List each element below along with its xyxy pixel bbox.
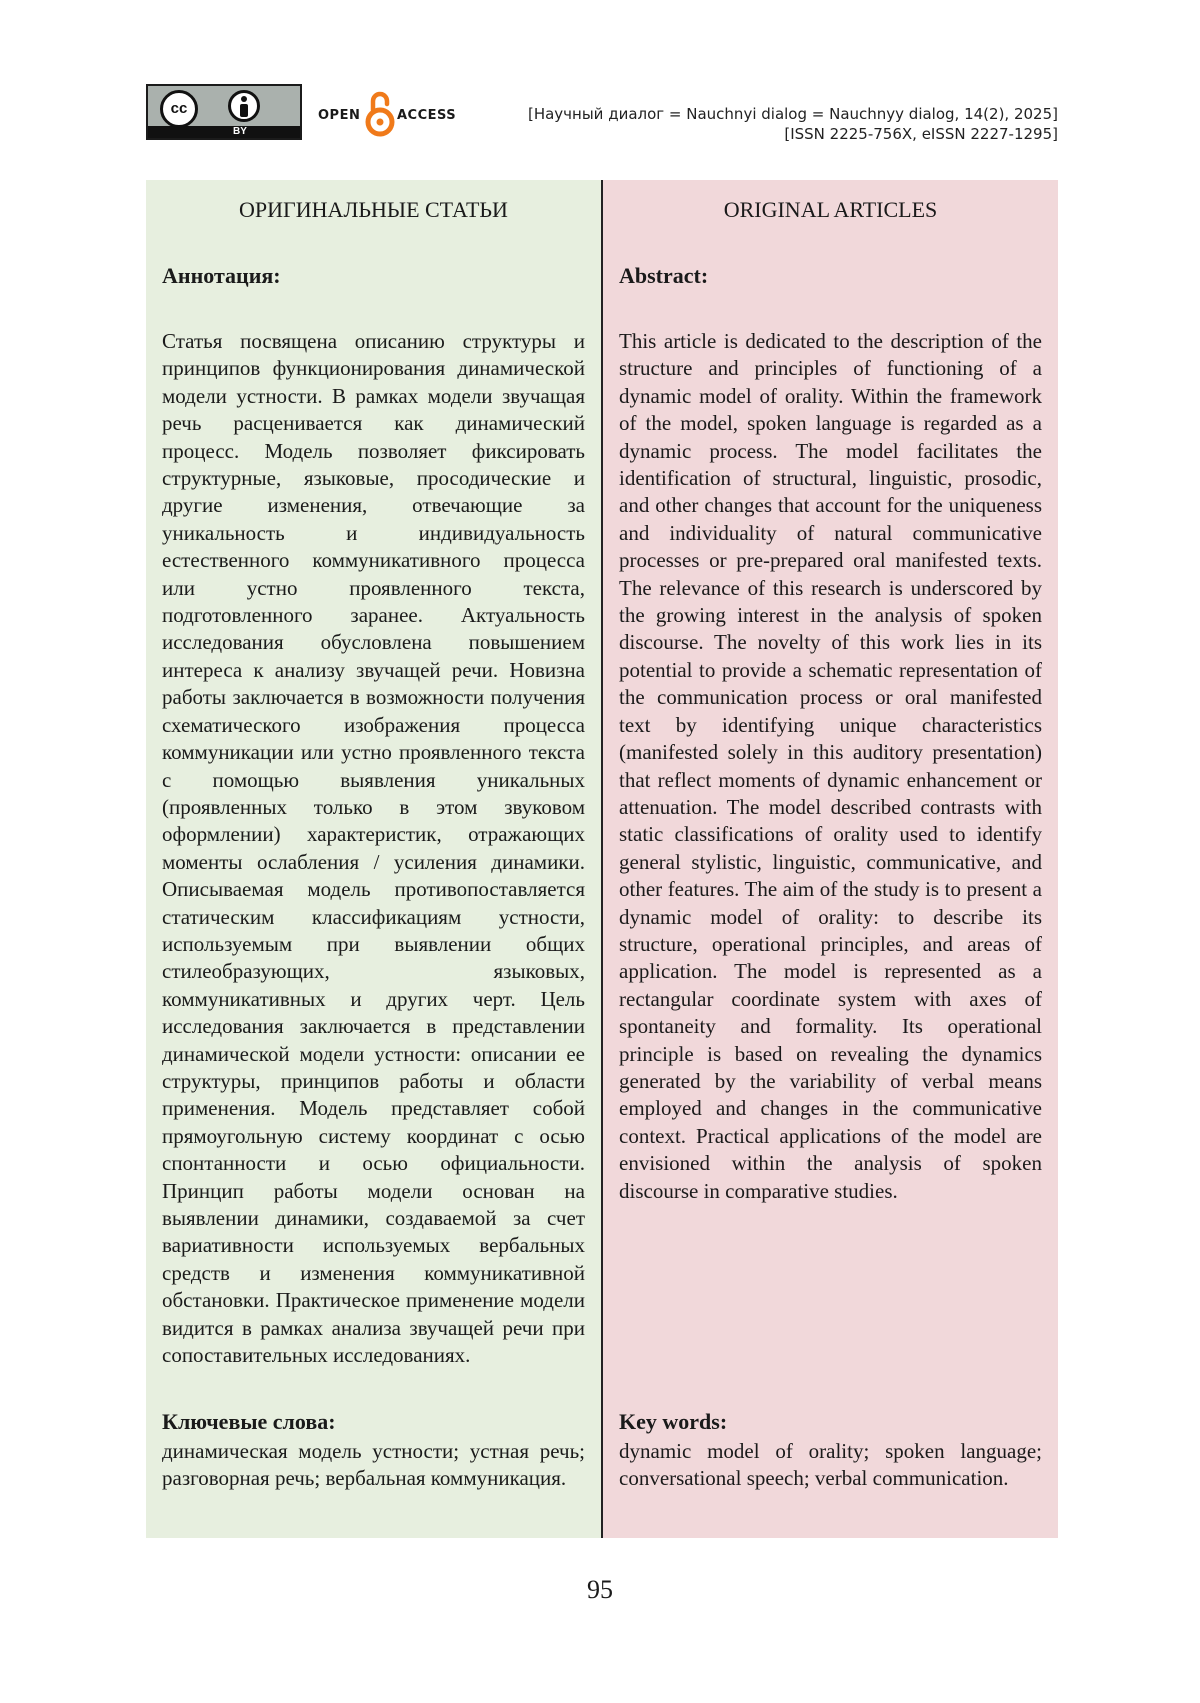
abstract-label-en: Abstract: [619, 263, 709, 288]
access-label: ACCESS [397, 108, 457, 123]
section-heading-ru: ОРИГИНАЛЬНЫЕ СТАТЬИ [239, 197, 508, 222]
by-attribution-icon [228, 90, 260, 122]
cc-license-icon: cc [160, 90, 198, 128]
russian-column [146, 180, 601, 1538]
section-heading-en: ORIGINAL ARTICLES [723, 197, 938, 222]
issn-line: [ISSN 2225-756X, eISSN 2227-1295] [784, 125, 1058, 143]
by-label: BY [233, 126, 247, 137]
open-access-logo [318, 88, 478, 138]
journal-citation [528, 104, 1058, 144]
journal-line: [Научный диалог = Nauchnyi dialog = Nauchnyy dialog, 14(2), 2025] [527, 105, 1058, 123]
keywords-label-en: Key words: [619, 1409, 728, 1434]
keywords-text-en: dynamic model of orality; spoken language; conversational speech; verbal communication. [619, 1439, 1042, 1491]
open-access-lock-icon [364, 88, 396, 138]
abstract-text-ru: Статья посвящена описанию структуры и принципов функционирования динамической модели устности. В рамках модели звучащая речь расценивается как динамический процесс. Модель позволяет фиксировать структурные, языковые, просодические и другие изменения, отвечающие за уникальность и индивидуальность естественного коммуникативного процесса или устно проявленного текста, подготовленного заранее. Актуальность исследования обусловлена повышением интереса к анализу звучащей речи. Новизна работы заключается в возможности получения схематического изображения процесса коммуникации или устно проявленного текста с помощью выявления уникальных (проявленных только в этом звуковом оформлении) характеристик, отражающих моменты ослабления / усиления динамики. Описываемая модель противопоставляется статическим классификациям устности, используемым при выявлении общих стилеобразующих, языковых, коммуникативных и других черт. Цель исследования заключается в представлении динамической модели устности: описании ее структуры, принципов работы и области применения. Модель представляет собой прямоугольную систему координат с осью спонтанности и осью официальности. Принцип работы модели основан на выявлении динамики, создаваемой за счет вариативности используемых вербальных средств и изменения коммуникативной обстановки. Практическое применение модели видится в рамках анализа звучащей речи при сопоставительных исследованиях. [162, 329, 585, 1368]
keywords-label-ru: Ключевые слова: [162, 1409, 336, 1434]
open-label: OPEN [318, 108, 361, 123]
page-number: 95 [587, 1575, 613, 1604]
keywords-text-ru: динамическая модель устности; устная речь; разговорная речь; вербальная коммуникация. [162, 1439, 585, 1491]
abstract-text-en: This article is dedicated to the description of the structure and principles of functioning of a dynamic model of orality. Within the framework of the model, spoken language is regarded as a dynamic process. The model facilitates the identification of structural, linguistic, prosodic, and other changes that account for the uniqueness and individuality of natural communicative processes or pre-prepared oral manifested texts. The relevance of this research is underscored by the growing interest in the analysis of spoken discourse. The novelty of this work lies in its potential to provide a schematic representation of the communication process or oral manifested text by identifying unique characteristics (manifested solely in this auditory presentation) that reflect moments of dynamic enhancement or attenuation. The model described contrasts with static classifications of orality used to identify general stylistic, linguistic, communicative, and other features. The aim of the study is to present a dynamic model of orality: to describe its structure, operational principles, and areas of application. The model is represented as a rectangular coordinate system with axes of spontaneity and formality. Its operational principle is based on revealing the dynamics generated by the variability of verbal means employed and changes in the communicative context. Practical applications of the model are envisioned within the analysis of spoken discourse in comparative studies. [619, 329, 1042, 1203]
english-column [603, 180, 1058, 1538]
cc-by-license-badge[interactable] [146, 84, 302, 140]
page-header [146, 84, 1058, 144]
abstract-label-ru: Аннотация: [162, 263, 281, 288]
abstract-columns [146, 180, 1058, 1538]
